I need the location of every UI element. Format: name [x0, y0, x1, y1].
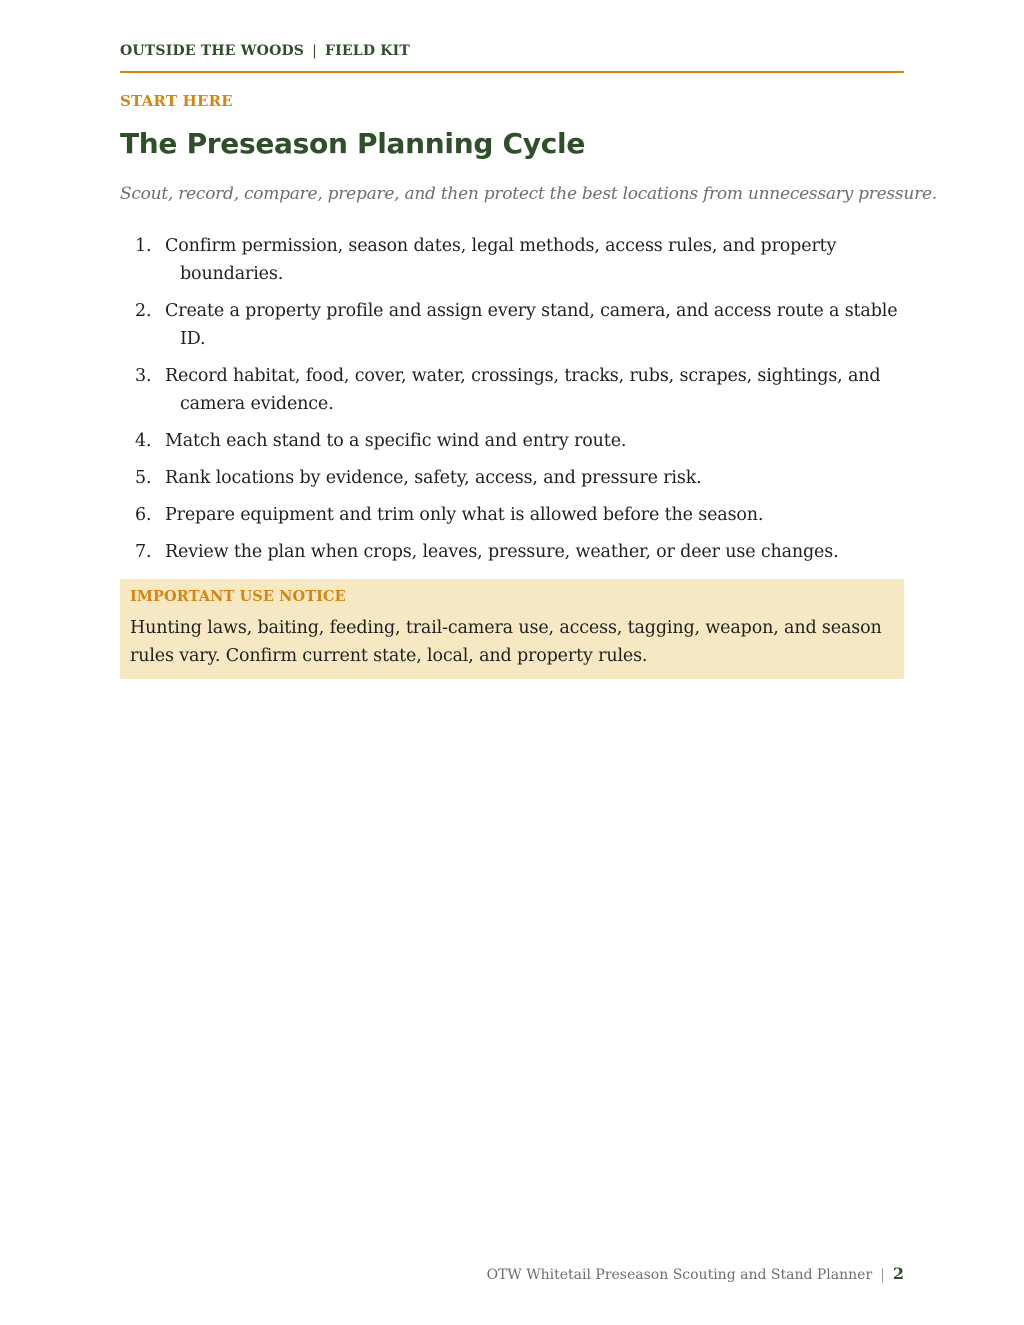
notice-label: IMPORTANT USE NOTICE	[130, 588, 346, 605]
list-item	[120, 232, 904, 288]
important-use-notice	[120, 579, 904, 679]
notice-text: Hunting laws, baiting, feeding, trail-camera use, access, tagging, weapon, and season rules vary. Confirm current state, local, and property rules.	[130, 618, 882, 666]
running-header	[120, 43, 904, 73]
header-separator: |	[312, 43, 318, 59]
step-number: 2.	[135, 301, 152, 321]
page-footer	[487, 1264, 904, 1283]
section-eyebrow: START HERE	[120, 92, 233, 110]
step-number: 5.	[135, 468, 152, 488]
step-number: 6.	[135, 505, 152, 525]
header-section: FIELD KIT	[325, 43, 410, 59]
list-item	[120, 501, 904, 529]
document-page	[120, 0, 937, 1325]
list-item	[120, 362, 904, 418]
page-subtitle: Scout, record, compare, prepare, and then protect the best locations from unnecessary pressure.	[120, 184, 937, 204]
step-number: 1.	[135, 236, 152, 256]
list-item	[120, 427, 904, 455]
page-number: 2	[892, 1264, 904, 1283]
footer-document-title: OTW Whitetail Preseason Scouting and Stand Planner	[486, 1267, 873, 1283]
list-item	[120, 538, 904, 566]
step-text: Review the plan when crops, leaves, pressure, weather, or deer use changes.	[165, 542, 839, 562]
step-text: Match each stand to a specific wind and entry route.	[165, 431, 627, 451]
footer-separator: |	[880, 1267, 885, 1283]
step-text: Rank locations by evidence, safety, access, and pressure risk.	[165, 468, 702, 488]
page-title: The Preseason Planning Cycle	[120, 127, 586, 160]
step-text: Confirm permission, season dates, legal methods, access rules, and property boundaries.	[165, 236, 837, 284]
list-item	[120, 464, 904, 492]
step-text: Prepare equipment and trim only what is allowed before the season.	[165, 505, 764, 525]
step-number: 4.	[135, 431, 152, 451]
planning-steps-list	[120, 232, 904, 575]
header-brand: OUTSIDE THE WOODS	[120, 43, 305, 59]
step-number: 3.	[135, 366, 152, 386]
step-text: Record habitat, food, cover, water, crossings, tracks, rubs, scrapes, sightings, and camera evidence.	[165, 366, 881, 414]
list-item	[120, 297, 904, 353]
step-text: Create a property profile and assign every stand, camera, and access route a stable ID.	[165, 301, 898, 349]
step-number: 7.	[135, 542, 152, 562]
